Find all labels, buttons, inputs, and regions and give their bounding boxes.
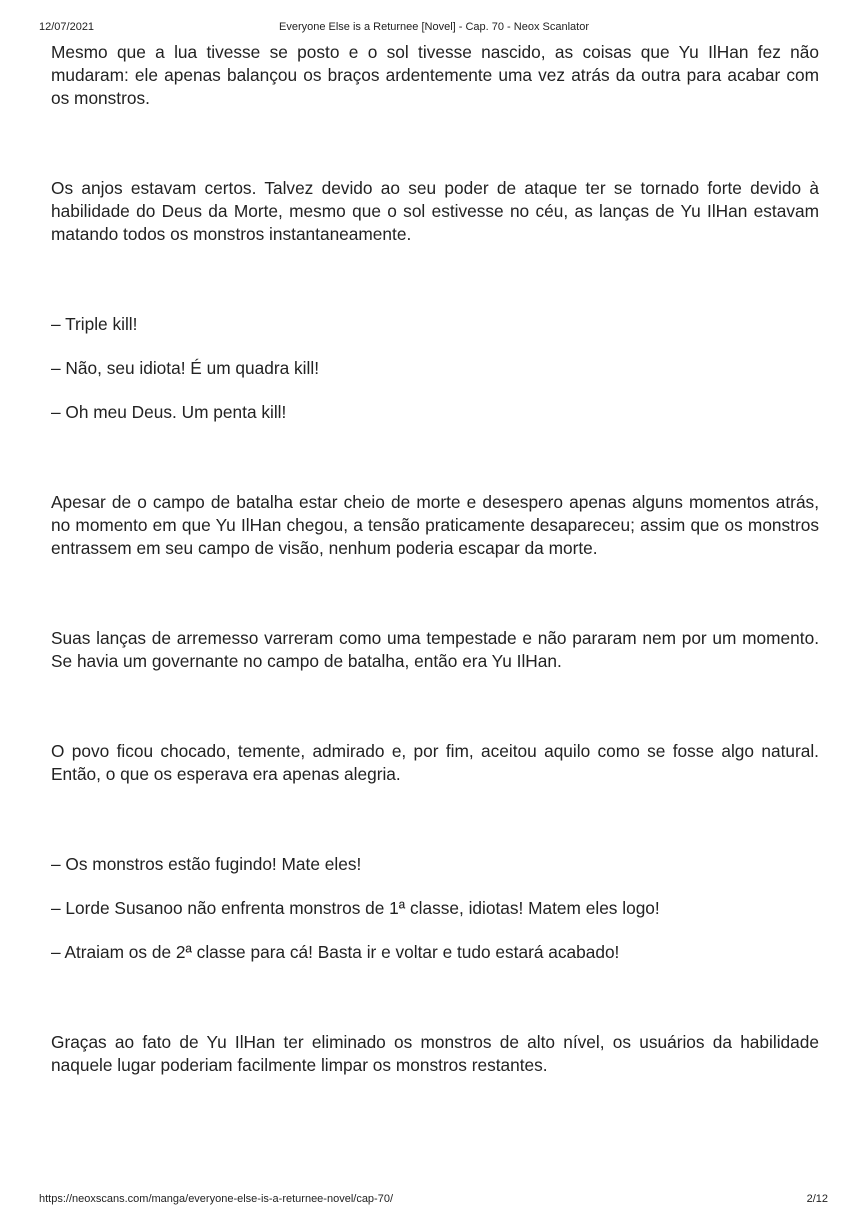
- paragraph: Os anjos estavam certos. Talvez devido ao seu poder de ataque ter se tornado forte devido à habilidade do Deus da Morte, mesmo que o sol estivesse no céu, as lanças de Yu IlHan estavam matando todos os monstros instantaneamente.: [51, 178, 819, 244]
- dialogue-line: – Triple kill!: [51, 314, 138, 334]
- print-date: 12/07/2021: [39, 21, 95, 33]
- paragraph: Graças ao fato de Yu IlHan ter eliminado os monstros de alto nível, os usuários da habilidade naquele lugar poderiam facilmente limpar os monstros restantes.: [51, 1032, 819, 1075]
- dialogue-line: – Lorde Susanoo não enfrenta monstros de 1ª classe, idiotas! Matem eles logo!: [51, 898, 660, 918]
- source-url[interactable]: https://neoxscans.com/manga/everyone-else-is-a-returnee-novel/cap-70/: [39, 1193, 394, 1205]
- dialogue-line: – Não, seu idiota! É um quadra kill!: [51, 358, 320, 378]
- paragraph: Apesar de o campo de batalha estar cheio de morte e desespero apenas alguns momentos atrás, no momento em que Yu IlHan chegou, a tensão praticamente desapareceu; assim que os monstros entrassem em seu campo de visão, nenhum poderia escapar da morte.: [51, 492, 819, 558]
- dialogue-line: – Os monstros estão fugindo! Mate eles!: [51, 854, 362, 874]
- chapter-text: [51, 41, 819, 1077]
- paragraph: O povo ficou chocado, temente, admirado e, por fim, aceitou aquilo como se fosse algo natural. Então, o que os esperava era apenas alegria.: [51, 741, 819, 784]
- dialogue-line: – Oh meu Deus. Um penta kill!: [51, 402, 287, 422]
- page-title: Everyone Else is a Returnee [Novel] - Cap. 70 - Neox Scanlator: [279, 21, 589, 33]
- paragraph: Suas lanças de arremesso varreram como uma tempestade e não pararam nem por um momento. Se havia um governante no campo de batalha, então era Yu IlHan.: [51, 628, 819, 671]
- page-number: 2/12: [806, 1193, 828, 1205]
- paragraph: Mesmo que a lua tivesse se posto e o sol tivesse nascido, as coisas que Yu IlHan fez não mudaram: ele apenas balançou os braços ardentemente uma vez atrás da outra para acabar com os monstros.: [51, 42, 819, 108]
- dialogue-line: – Atraiam os de 2ª classe para cá! Basta ir e voltar e tudo estará acabado!: [51, 942, 620, 962]
